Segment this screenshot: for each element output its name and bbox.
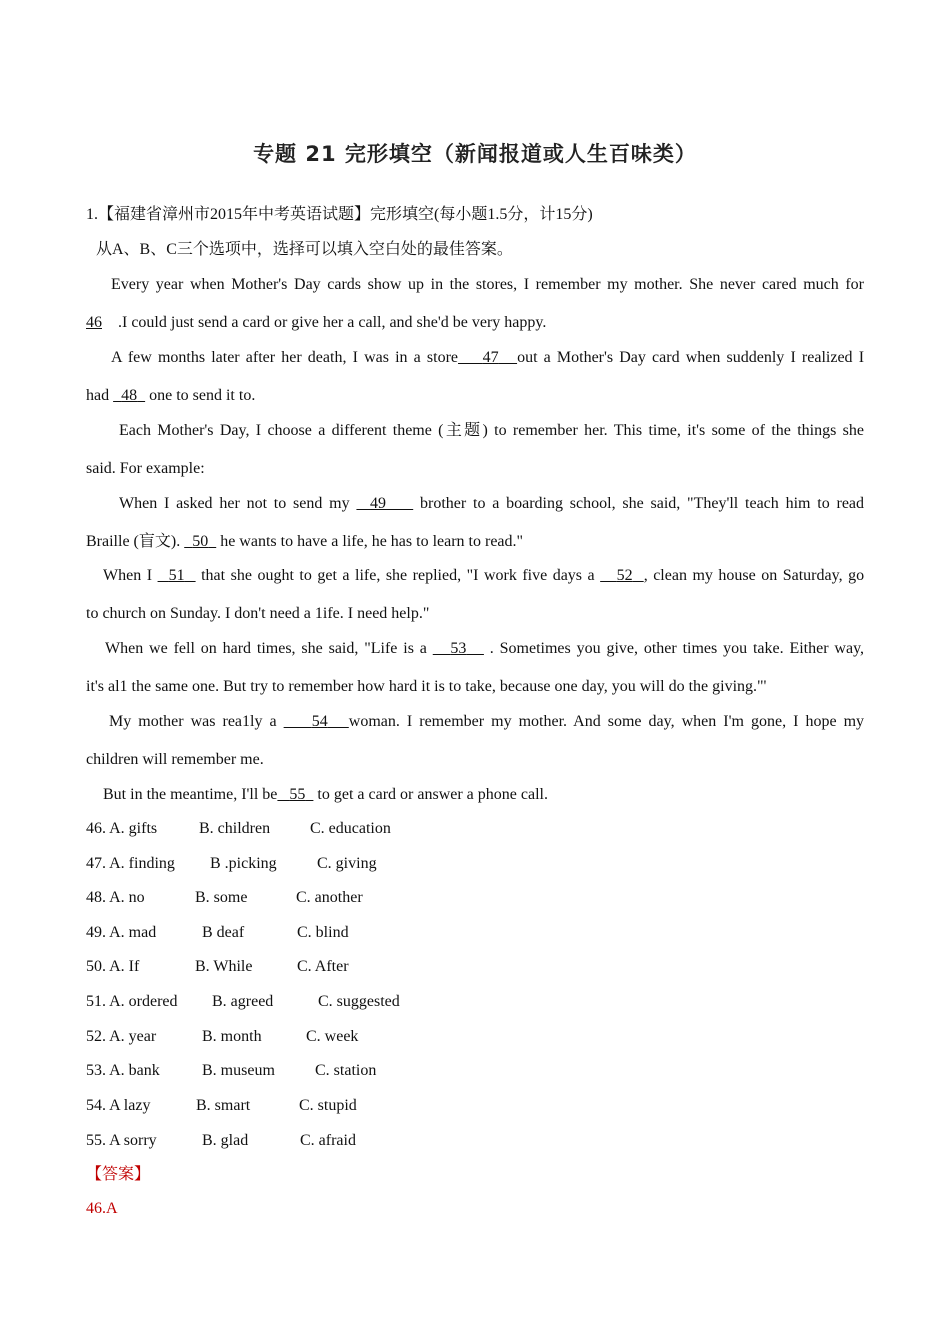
option-b: B deaf (202, 924, 245, 941)
option-b: B. agreed (212, 993, 274, 1010)
passage-line: had 48 one to send it to. (86, 387, 256, 404)
option-c: C. station (315, 1062, 377, 1079)
option-num: 48. A. no (86, 889, 145, 906)
option-c: C. week (306, 1028, 359, 1045)
question-header: 1.【福建省漳州市2015年中考英语试题】完形填空(每小题1.5分，计15分) (86, 206, 593, 223)
passage-line: Braille (盲文). 50 he wants to have a life, he has to learn to read." (86, 533, 524, 550)
blank-52: 52 (616, 567, 633, 584)
option-num: 52. A. year (86, 1028, 157, 1045)
option-c: C. stupid (299, 1097, 357, 1114)
option-num: 53. A. bank (86, 1062, 160, 1079)
passage-line: When we fell on hard times, she said, "Life is a 53 . Sometimes you give, other times you take. Either way, (105, 640, 865, 657)
option-num: 54. A lazy (86, 1097, 151, 1114)
page-title: 专题 21 完形填空（新闻报道或人生百味类） (253, 142, 697, 166)
passage-line: But in the meantime, I'll be 55 to get a card or answer a phone call. (103, 786, 548, 803)
option-b: B. smart (196, 1097, 251, 1114)
question-instruction: 从A、B、C三个选项中，选择可以填入空白处的最佳答案。 (96, 241, 513, 258)
option-num: 55. A sorry (86, 1132, 157, 1149)
passage-line (86, 313, 546, 333)
option-b: B. month (202, 1028, 262, 1045)
option-c: C. education (310, 820, 391, 837)
answer-first: 46.A (86, 1200, 118, 1217)
passage-line: When I 51 that she ought to get a life, she replied, "I work five days a 52 , clean my house on Saturday, go (103, 567, 865, 584)
blank-55: 55 (289, 786, 306, 803)
blank-51: 51 (168, 567, 185, 584)
passage-line: children will remember me. (86, 751, 264, 768)
passage-line: My mother was rea1ly a 54 woman. I remember my mother. And some day, when I'm gone, I hope my (109, 713, 865, 730)
passage-line: Every year when Mother's Day cards show up in the stores, I remember my mother. She never cared much for (111, 276, 864, 293)
blank-53: 53 (450, 640, 467, 657)
answer-label: 【答案】 (86, 1166, 151, 1183)
option-num: 46. A. gifts (86, 820, 158, 837)
option-c: C. blind (297, 924, 349, 941)
option-c: C. afraid (300, 1132, 356, 1149)
passage-text: out a Mother's Day card when suddenly I realized I (517, 349, 865, 366)
blank-48: 48 (121, 387, 138, 404)
option-b: B. children (199, 820, 271, 837)
option-c: C. giving (317, 855, 377, 872)
blank-47: 47 (482, 349, 499, 366)
option-num: 49. A. mad (86, 924, 157, 941)
blank-50: 50 (192, 533, 209, 550)
blank-54: 54 (311, 713, 328, 730)
option-b: B. some (195, 889, 248, 906)
blank-46: 46 (86, 314, 102, 331)
passage-line: to church on Sunday. I don't need a 1ife. I need help." (86, 605, 430, 622)
passage-line (86, 348, 864, 368)
passage-line: said. For example: (86, 460, 205, 477)
passage-line: When I asked her not to send my 49 brother to a boarding school, she said, "They'll teach him to read (119, 495, 865, 512)
passage-line: Each Mother's Day, I choose a different theme (主题) to remember her. This time, it's some of the things she (119, 422, 864, 439)
option-c: C. After (297, 958, 349, 975)
option-num: 47. A. finding (86, 855, 175, 872)
option-b: B. museum (202, 1062, 275, 1079)
option-num: 51. A. ordered (86, 993, 178, 1010)
passage-text: .I could just send a card or give her a call, and she'd be very happy. (118, 314, 547, 331)
option-b: B .picking (210, 855, 277, 872)
passage-text: A few months later after her death, I was in a store (111, 349, 459, 366)
passage-line: it's al1 the same one. But try to remember how hard it is to take, because one day, you will do the giving."' (86, 678, 767, 695)
option-num: 50. A. If (86, 958, 140, 975)
option-c: C. suggested (318, 993, 400, 1010)
option-c: C. another (296, 889, 363, 906)
option-b: B. glad (202, 1132, 249, 1149)
blank-49: 49 (370, 495, 387, 512)
option-b: B. While (195, 958, 253, 975)
